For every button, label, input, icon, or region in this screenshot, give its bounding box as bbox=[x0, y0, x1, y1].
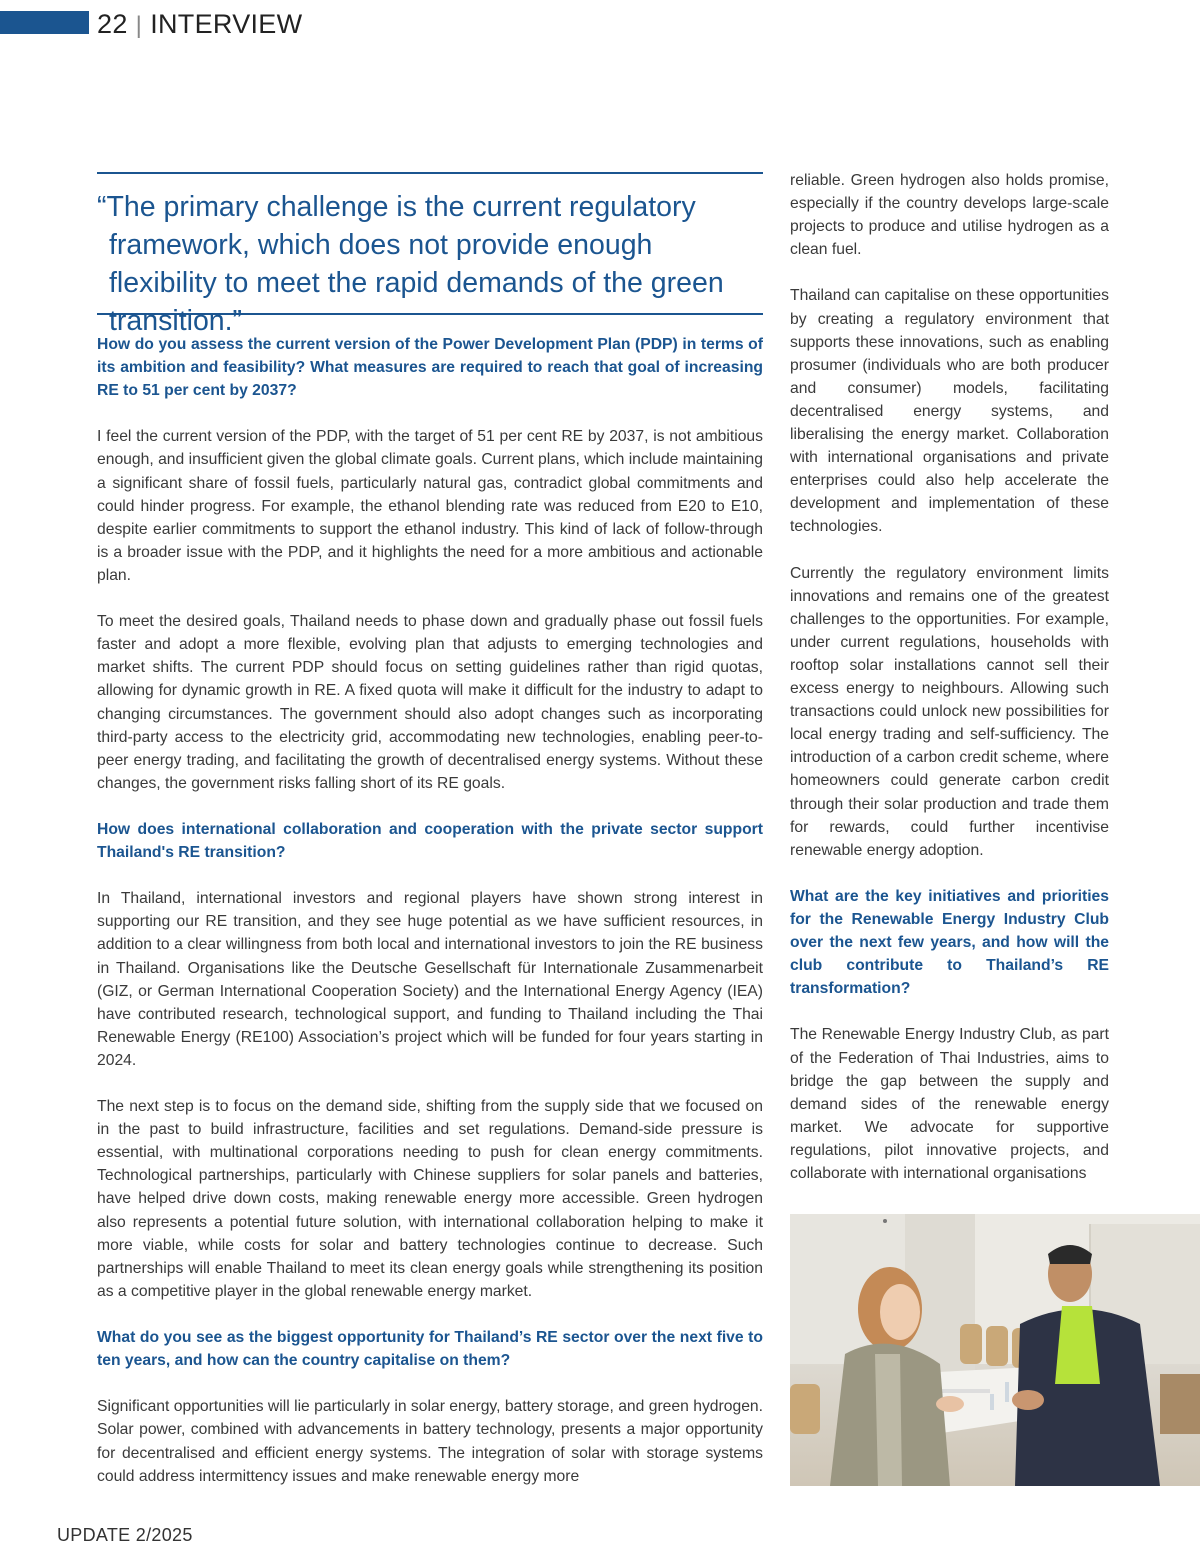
header-accent-bar bbox=[0, 11, 89, 34]
question-1: How do you assess the current version of the Power Development Plan (PDP) in terms of its ambition and feasibility? What measures are required to reach that goal of increasing RE to 51 per cent by 2037? bbox=[97, 336, 763, 400]
answer-2-paragraph-2: The next step is to focus on the demand side, shifting from the supply side that we focused on in the past to build infrastructure, facilities and set regulations. Demand-side pressure is essential, with multinational corporations needing to push for clean energy commitments. Technological partnerships, particularly with Chinese suppliers for solar panels and batteries, have helped drive down costs, making renewable energy more accessible. Green hydrogen also represents a potential future solution, with international collaboration helping to make it more viable, while costs for solar and battery technologies continue to decrease. Such partnerships will enable Thailand to meet its clean energy goals while strengthening its position as a competitive player in the global renewable energy market. bbox=[97, 1098, 763, 1300]
answer-1-paragraph-2: To meet the desired goals, Thailand needs to phase down and gradually phase out fossil fuels faster and adopt a more flexible, evolving plan that adjusts to emerging technologies and market shifts. The current PDP should focus on setting guidelines rather than rigid quotas, allowing for dynamic growth in RE. A fixed quota will make it difficult for the industry to adapt to changing circumstances. The government should also adopt changes such as incorporating third-party access to the electricity grid, accommodating new technologies, enabling peer-to-peer energy trading, and facilitating the growth of decentralised energy systems. Without these changes, the government risks falling short of its RE goals. bbox=[97, 613, 763, 792]
question-4: What are the key initiatives and priorities for the Renewable Energy Industry Club over the next few years, and how will the club contribute to Thailand’s RE transformation? bbox=[790, 887, 1109, 998]
answer-3-continued: reliable. Green hydrogen also holds promise, especially if the country develops large-scale projects to produce and utilise hydrogen as a clean fuel. bbox=[790, 172, 1109, 259]
header-separator: | bbox=[135, 12, 143, 39]
answer-3-paragraph-1: Significant opportunities will lie particularly in solar energy, battery storage, and green hydrogen. Solar power, combined with advancements in battery technology, presents a major opportunity for decentralised and efficient energy systems. The integration of solar with storage systems could address intermittency issues and make renewable energy more bbox=[97, 1398, 763, 1485]
pull-quote: “The primary challenge is the current regulatory framework, which does not provide enough flexibility to meet the rapid demands of the green transition.” bbox=[97, 191, 724, 337]
answer-1-paragraph-1: I feel the current version of the PDP, with the target of 51 per cent RE by 2037, is not ambitious enough, and insufficient given the global climate goals. Current plans, which include maintaining a significant share of fossil fuels, particularly natural gas, contradict global commitments and could hinder progress. For example, the ethanol blending rate was reduced from E20 to E10, despite earlier commitments to support the ethanol industry. This kind of lack of follow-through is a broader issue with the PDP, and it highlights the need for a more ambitious and actionable plan. bbox=[97, 428, 763, 584]
answer-3-paragraph-3: Currently the regulatory environment limits innovations and remains one of the greatest challenges to the opportunities. For example, under current regulations, households with rooftop solar installations cannot sell their excess energy to neighbours. Allowing such transactions could unlock new possibilities for local energy trading and self-sufficiency. The introduction of a carbon credit scheme, where homeowners could generate carbon credit through their solar production and trade them for rewards, could further incentivise renewable energy adoption. bbox=[790, 564, 1109, 859]
interview-photo-illustration bbox=[790, 1214, 1200, 1486]
right-column bbox=[790, 169, 1109, 1185]
answer-3-paragraph-2: Thailand can capitalise on these opportunities by creating a regulatory environment that supports these innovations, such as enabling prosumer (individuals who are both producer and consumer) models, facilitating decentralised energy systems, and liberalising the energy market. Collaboration with international organisations and private enterprises could also help accelerate the development and implementation of these technologies. bbox=[790, 287, 1109, 536]
page-number: 22 bbox=[97, 9, 128, 39]
answer-4-paragraph-1: The Renewable Energy Industry Club, as part of the Federation of Thai Industries, aims to bridge the gap between the supply and demand sides of the renewable energy market. We advocate for supportive regulations, pilot innovative projects, and collaborate with international organisations bbox=[790, 1026, 1109, 1183]
issue-footer: UPDATE 2/2025 bbox=[57, 1525, 193, 1545]
page-header bbox=[97, 8, 302, 42]
interview-photo bbox=[790, 1214, 1200, 1486]
pull-quote-box bbox=[97, 172, 763, 337]
left-column bbox=[97, 333, 763, 1488]
answer-2-paragraph-1: In Thailand, international investors and regional players have shown strong interest in supporting our RE transition, and they see huge potential as we have sufficient resources, in addition to a clear willingness from both local and international investors to join the RE business in Thailand. Organisations like the Deutsche Gesellschaft für Internationale Zusammenarbeit (GIZ, or German International Cooperation Society) and the International Energy Agency (IEA) have contributed research, technological support, and funding to Thailand including the Thai Renewable Energy (RE100) Association’s project which will be funded for four years starting in 2024. bbox=[97, 890, 763, 1069]
section-title: INTERVIEW bbox=[150, 9, 303, 39]
question-2: How does international collaboration and cooperation with the private sector support Thailand's RE transition? bbox=[97, 820, 763, 862]
question-3: What do you see as the biggest opportunity for Thailand’s RE sector over the next five to ten years, and how can the country capitalise on them? bbox=[97, 1329, 763, 1370]
